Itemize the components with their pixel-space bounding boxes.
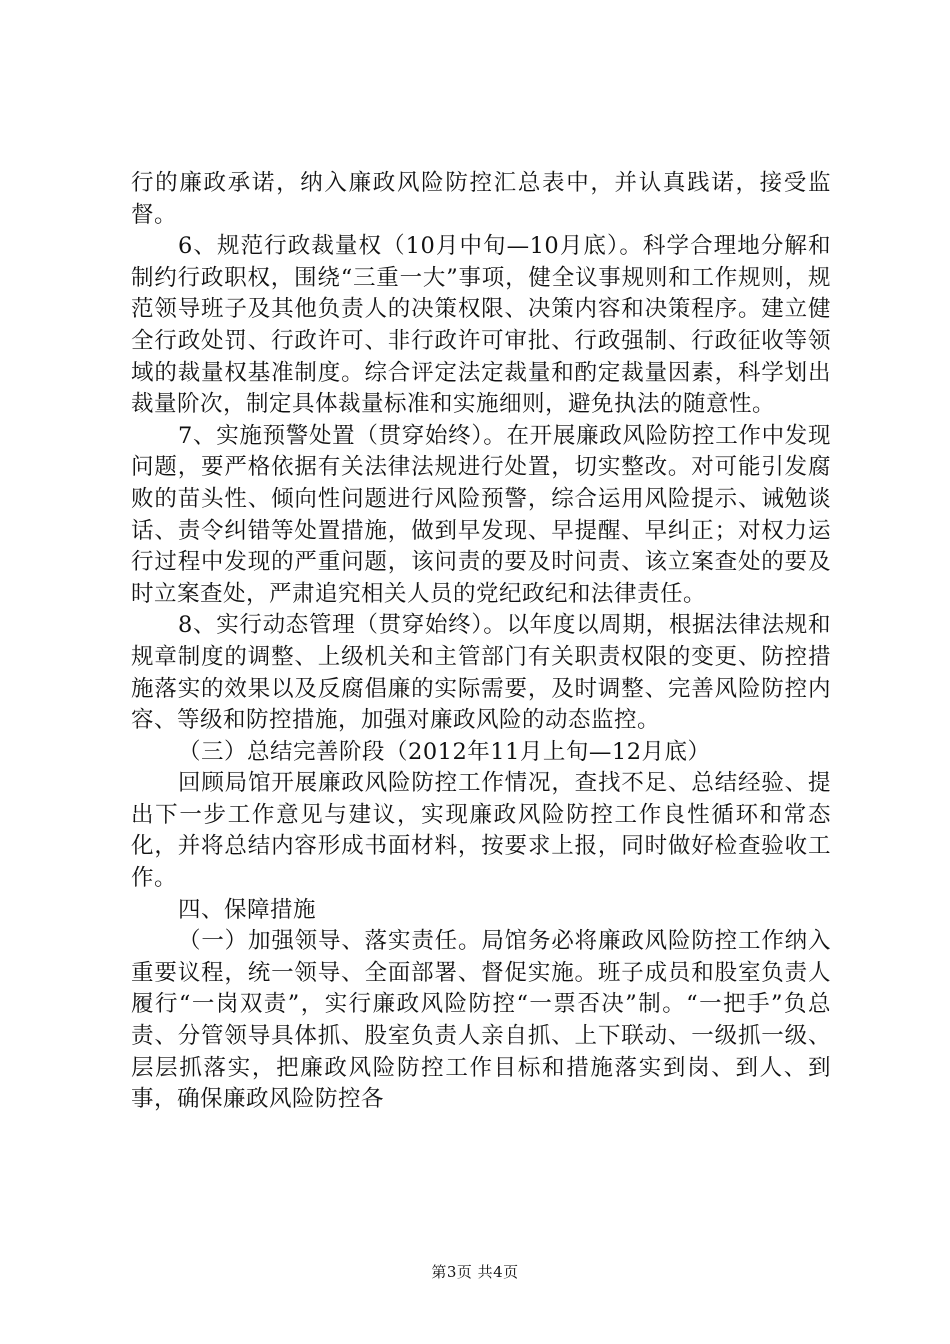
paragraph-summary: 回顾局馆开展廉政风险防控工作情况，查找不足、总结经验、提出下一步工作意见与建议，实现廉政风险防控工作良性循环和常态化，并将总结内容形成书面材料，按要求上报，同时做好检查验收工作。 bbox=[131, 770, 831, 892]
paragraph-item-8: 8、实行动态管理（贯穿始终）。以年度以周期，根据法律法规和规章制度的调整、上级机关和主管部门有关职责权限的变更、防控措施落实的效果以及反腐倡廉的实际需要，及时调整、完善风险防控内容、等级和防控措施，加强对廉政风险的动态监控。 bbox=[131, 612, 831, 734]
paragraph-leadership: （一）加强领导、落实责任。局馆务必将廉政风险防控工作纳入重要议程，统一领导、全面部署、督促实施。班子成员和股室负责人履行“一岗双责”，实行廉政风险防控“一票否决”制。“一把手”负总责、分管领导具体抓、股室负责人亲自抓、上下联动、一级抓一级、层层抓落实，把廉政风险防控工作目标和措施落实到岗、到人、到事，确保廉政风险防控各 bbox=[131, 928, 831, 1113]
paragraph-continuation: 行的廉政承诺，纳入廉政风险防控汇总表中，并认真践诺，接受监督。 bbox=[131, 170, 831, 228]
paragraph-item-6: 6、规范行政裁量权（10月中旬—10月底）。科学合理地分解和制约行政职权，围绕“三重一大”事项，健全议事规则和工作规则，规范领导班子及其他负责人的决策权限、决策内容和决策程序。建立健全行政处罚、行政许可、非行政许可审批、行政强制、行政征收等领域的裁量权基准制度。综合评定法定裁量和酌定裁量因素，科学划出裁量阶次，制定具体裁量标准和实施细则，避免执法的随意性。 bbox=[131, 233, 831, 418]
page-footer: 第3页 共4页 bbox=[431, 1263, 519, 1281]
paragraph-item-7: 7、实施预警处置（贯穿始终）。在开展廉政风险防控工作中发现问题，要严格依据有关法律法规进行处置，切实整改。对可能引发腐败的苗头性、倾向性问题进行风险预警，综合运用风险提示、诫勉谈话、责令纠错等处置措施，做到早发现、早提醒、早纠正；对权力运行过程中发现的严重问题，该问责的要及时问责、该立案查处的要及时立案查处，严肃追究相关人员的党纪政纪和法律责任。 bbox=[131, 422, 831, 607]
section-heading-safeguards: 四、保障措施 bbox=[178, 896, 317, 923]
document-body bbox=[131, 168, 831, 1116]
section-heading-summary-stage: （三）总结完善阶段（2012年11月上旬—12月底） bbox=[178, 738, 711, 765]
